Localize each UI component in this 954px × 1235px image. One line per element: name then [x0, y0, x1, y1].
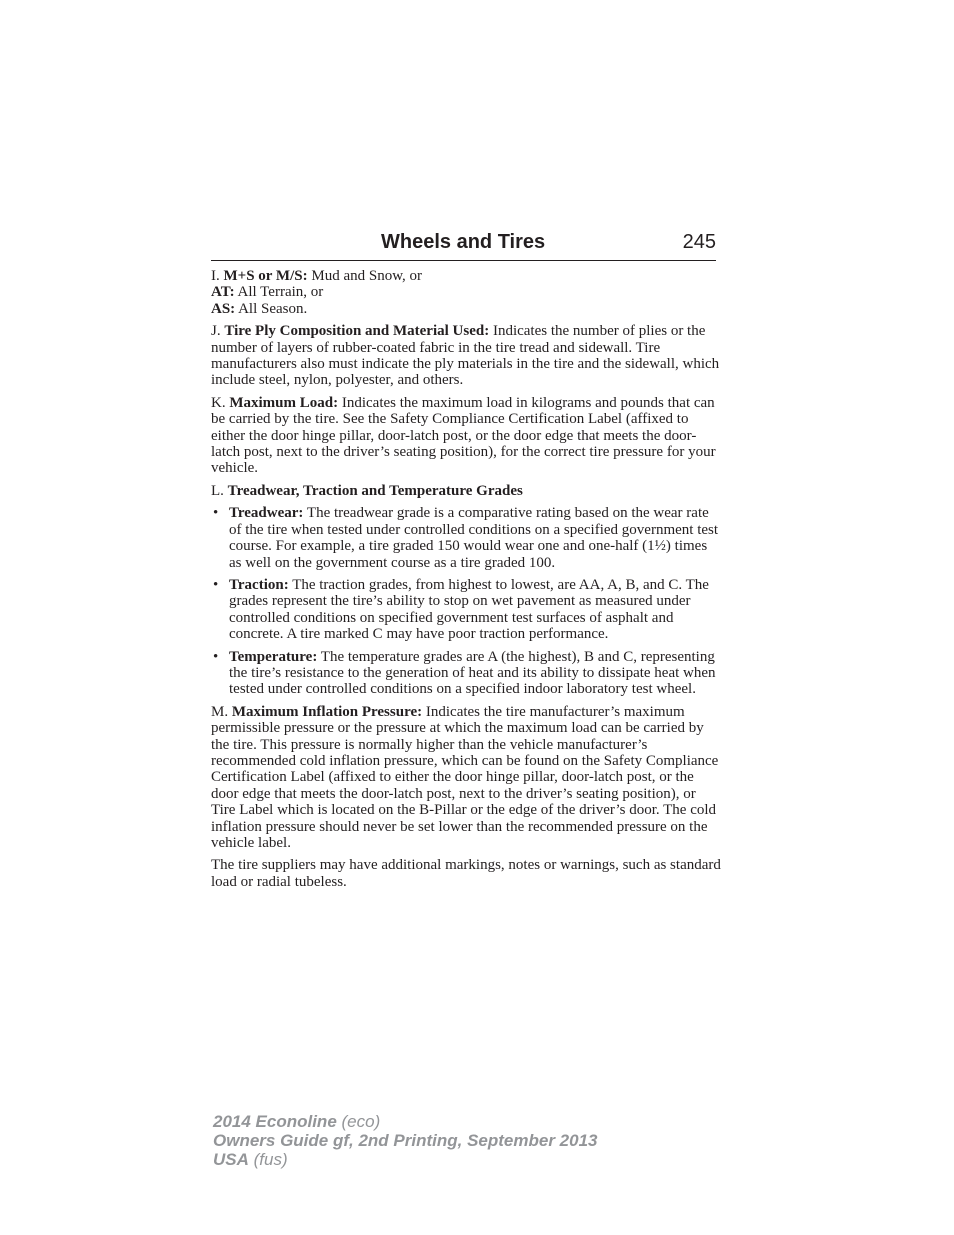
maximum-load-label: Maximum Load: [229, 394, 339, 411]
footer-guide: Owners Guide gf, 2nd Printing, September 2013 [213, 1131, 598, 1150]
max-inflation-label: Maximum Inflation Pressure: [231, 703, 423, 720]
list-item-traction [211, 577, 721, 643]
ms-text: Mud and Snow, or [307, 268, 423, 284]
bullet-icon: • [213, 648, 219, 665]
bullet-icon: • [213, 505, 219, 522]
section-title: Wheels and Tires [381, 231, 546, 253]
paragraph-item-i [211, 268, 721, 317]
footer-model-code: (eco) [336, 1112, 381, 1131]
ply-composition-text: Indicates the number of plies or the number of layers of rubber-coated fabric in the tire tread and sidewall. Tire manufacturers also must indicate the ply materials in the tire and the sidewall, which include steel, nylon, polyester, and others. [211, 323, 720, 389]
page-footer [213, 1112, 597, 1169]
as-label: AS: [211, 300, 236, 317]
footer-guide-line [213, 1131, 597, 1150]
at-text: All Terrain, or [234, 284, 324, 301]
closing-paragraph: The tire suppliers may have additional markings, notes or warnings, such as standard load or radial tubeless. [211, 857, 721, 890]
ply-composition-label: Tire Ply Composition and Material Used: [224, 323, 490, 340]
page-number: 245 [682, 231, 716, 253]
item-m-prefix: M. [211, 703, 232, 720]
traction-label: Traction: [229, 576, 289, 593]
ms-label: M+S or M/S: [223, 268, 308, 284]
page-header [211, 229, 716, 261]
max-inflation-text: Indicates the tire manufacturer’s maximum permissible pressure or the pressure at which the maximum load can be carried by the tire. This pressure is normally higher than the vehicle manufacturer’s recommended cold inflation pressure, which can be found on the Safety Compliance Certification Label (affixed to either the door hinge pillar, door-latch post, or the door edge that meets the door-latch post, next to the driver’s seating position), or Tire Label which is located on the B-Pillar or the edge of the driver’s door. The cold inflation pressure should never be set lower than the recommended pressure on the vehicle label. [211, 703, 719, 851]
list-item-treadwear [211, 505, 721, 571]
grades-heading: Treadwear, Traction and Temperature Grades [227, 482, 523, 499]
item-i-prefix: I. [211, 268, 224, 284]
item-l-prefix: L. [211, 482, 228, 499]
footer-market: USA [213, 1150, 249, 1169]
list-item-temperature [211, 649, 721, 698]
bullet-icon: • [213, 576, 219, 593]
at-label: AT: [211, 284, 235, 301]
treadwear-label: Treadwear: [229, 505, 304, 522]
paragraph-item-l [211, 483, 721, 499]
temperature-label: Temperature: [229, 648, 318, 665]
grades-list [211, 505, 721, 697]
item-j-prefix: J. [211, 323, 225, 340]
page-content [211, 268, 721, 896]
footer-model: 2014 Econoline [213, 1112, 337, 1131]
paragraph-item-m [211, 704, 721, 852]
paragraph-item-k [211, 395, 721, 477]
temperature-text: The temperature grades are A (the highest), B and C, representing the tire’s resistance to the generation of heat and its ability to dissipate heat when tested under controlled conditions on a specified indoor laboratory test wheel. [229, 648, 716, 698]
as-text: All Season. [235, 300, 308, 317]
footer-market-line [213, 1150, 597, 1169]
paragraph-item-j [211, 323, 721, 389]
footer-market-code: (fus) [248, 1150, 288, 1169]
maximum-load-text: Indicates the maximum load in kilograms and pounds that can be carried by the tire. See the Safety Compliance Certification Label (affixed to either the door hinge pillar, door-latch post, or the door edge that meets the door-latch post, next to the driver’s seating position), for the correct tire pressure for your vehicle. [211, 394, 716, 477]
traction-text: The traction grades, from highest to lowest, are AA, A, B, and C. The grades represent the tire’s ability to stop on wet pavement as measured under controlled conditions on specified government test surfaces of asphalt and concrete. A tire marked C may have poor traction performance. [229, 576, 709, 643]
treadwear-text: The treadwear grade is a comparative rating based on the wear rate of the tire when tested under controlled conditions on a specified government test course. For example, a tire graded 150 would wear one and one-half (1½) times as well on the government course as a tire graded 100. [229, 505, 719, 571]
footer-model-line [213, 1112, 597, 1131]
item-k-prefix: K. [211, 394, 230, 411]
